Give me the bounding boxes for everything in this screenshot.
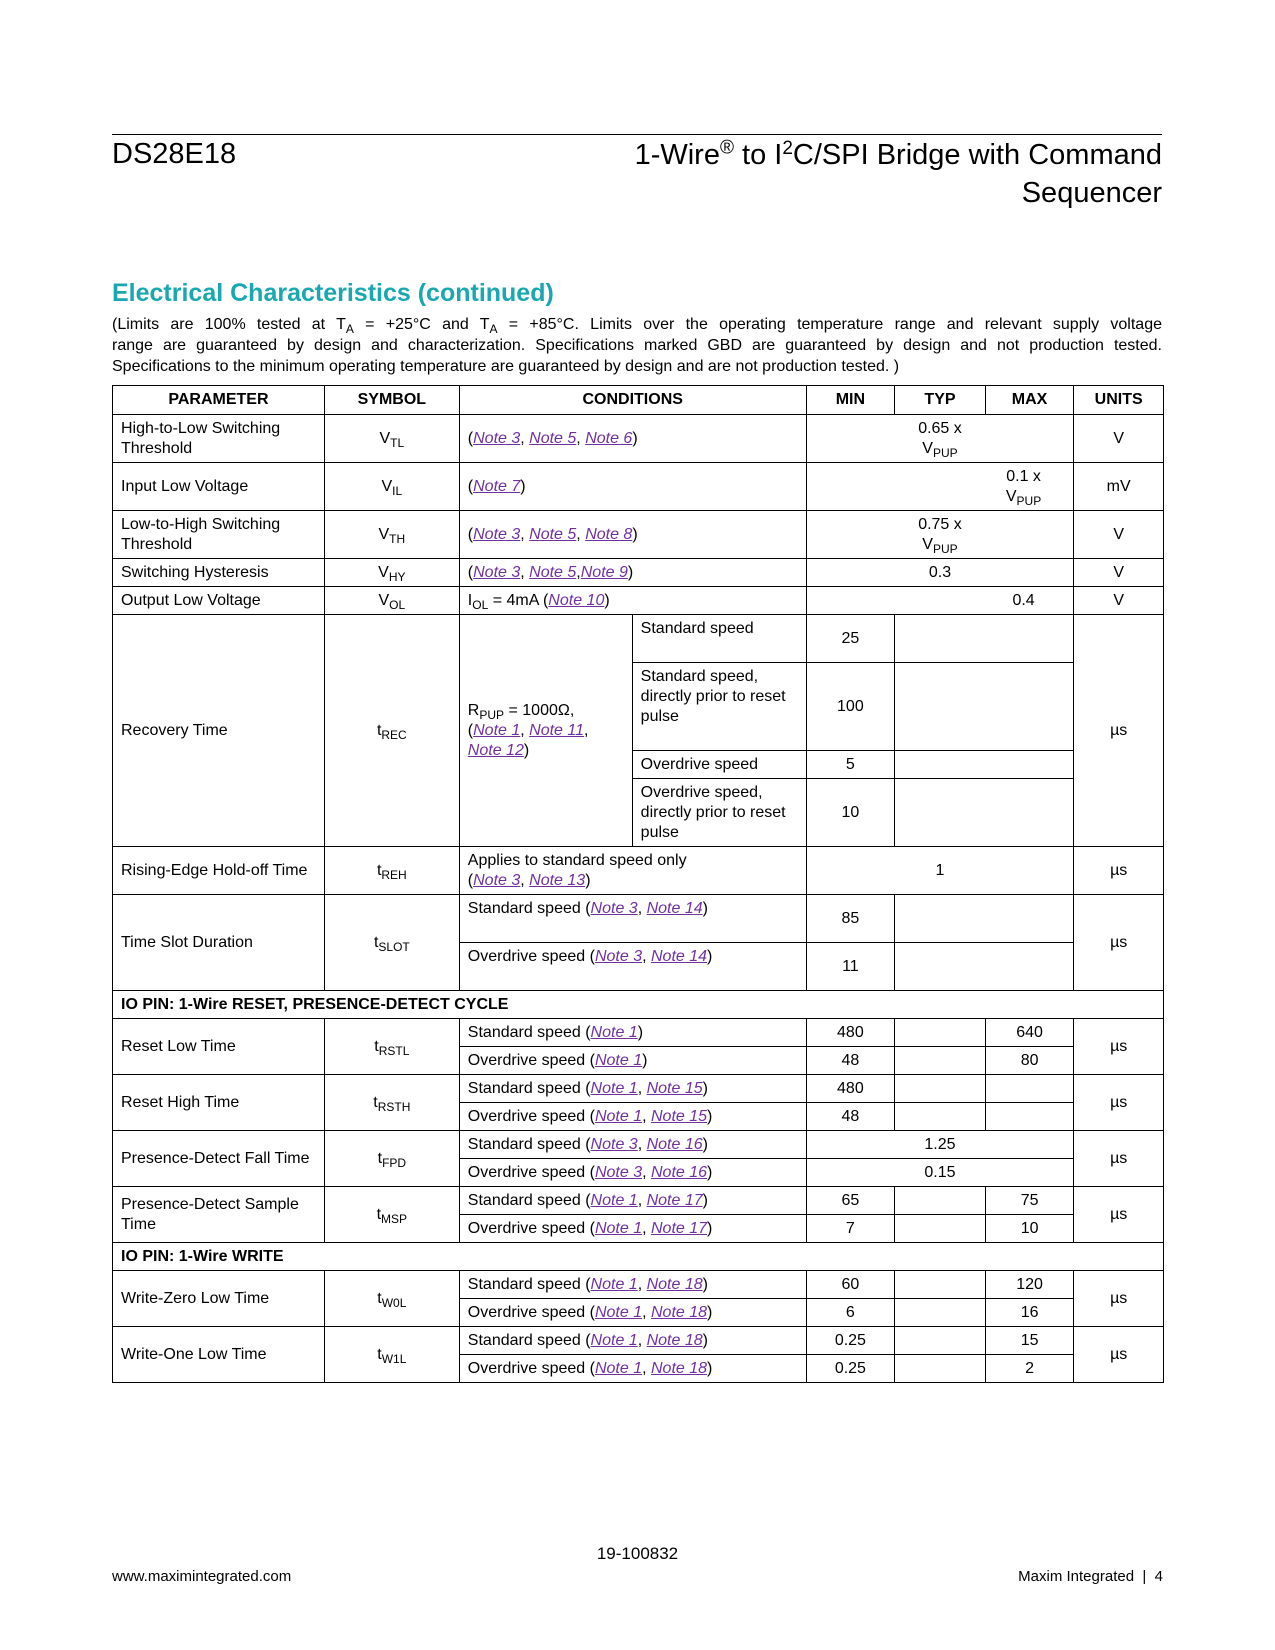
max-cell: 2: [985, 1355, 1074, 1383]
param-cell: Time Slot Duration: [113, 895, 325, 991]
symbol-cell: $V_{IL}$: [324, 463, 459, 511]
typ-cell: [895, 1327, 986, 1355]
typ-cell: [895, 1103, 986, 1131]
typ-cell: 0.15: [806, 1159, 1074, 1187]
note-link[interactable]: Note 11: [529, 721, 585, 739]
note-link[interactable]: Note 16: [646, 1135, 703, 1153]
table-row-vth: [113, 511, 1164, 559]
max-cell: 16: [985, 1299, 1074, 1327]
note-link[interactable]: Note 7: [473, 477, 521, 495]
symbol-cell: $t_{MSP}$: [324, 1187, 459, 1243]
note-link[interactable]: Note 9: [580, 563, 628, 581]
units-cell: µs: [1074, 1187, 1164, 1243]
subcondition-cell: Standard speed: [632, 615, 806, 663]
header-min: MIN: [806, 386, 895, 415]
table-row-tmsp: [113, 1187, 1164, 1215]
empty-cell: [895, 943, 1074, 991]
param-cell: High-to-Low Switching Threshold: [113, 415, 325, 463]
units-cell: µs: [1074, 1131, 1164, 1187]
conditions-cell: Applies to standard speed only (Note 3, Note 13): [459, 847, 806, 895]
empty-cell: [895, 663, 1074, 751]
website-link[interactable]: www.maximintegrated.com: [112, 1568, 292, 1585]
header-units: UNITS: [1074, 386, 1164, 415]
param-cell: Recovery Time: [113, 615, 325, 847]
header-typ: TYP: [895, 386, 986, 415]
note-link[interactable]: Note 1: [590, 1079, 638, 1097]
units-cell: µs: [1074, 1019, 1164, 1075]
units-cell: µs: [1074, 847, 1164, 895]
symbol-cell: $V_{OL}$: [324, 587, 459, 615]
document-title: 1-Wire® to $I^2C$/SPI Bridge with Command Sequencer: [634, 137, 1162, 209]
conditions-cell: Overdrive speed (Note 1, Note 18): [459, 1355, 806, 1383]
param-cell: Input Low Voltage: [113, 463, 325, 511]
max-cell: 640: [985, 1019, 1074, 1047]
table-row-tfpd: [113, 1131, 1164, 1159]
min-cell: 6: [806, 1299, 895, 1327]
max-cell: 10: [985, 1215, 1074, 1243]
empty-cell: [895, 895, 1074, 943]
note-link[interactable]: Note 3: [590, 1135, 638, 1153]
note-link[interactable]: Note 14: [646, 900, 703, 917]
param-cell: Reset High Time: [113, 1075, 325, 1131]
symbol-cell: $t_{W1L}$: [324, 1327, 459, 1383]
table-row-vhy: [113, 559, 1164, 587]
symbol-cell: $V_{HY}$: [324, 559, 459, 587]
note-link[interactable]: Note 1: [473, 721, 521, 739]
min-cell: 25: [806, 615, 895, 663]
param-cell: Output Low Voltage: [113, 587, 325, 615]
conditions-cell: (Note 3, Note 5,Note 9): [459, 559, 806, 587]
subcondition-cell: Overdrive speed: [632, 751, 806, 779]
header-symbol: SYMBOL: [324, 386, 459, 415]
typ-cell: 1.25: [806, 1131, 1074, 1159]
min-cell: 480: [806, 1019, 895, 1047]
min-cell: 11: [806, 943, 895, 991]
symbol-cell: $t_{REC}$: [324, 615, 459, 847]
header-max: MAX: [985, 386, 1074, 415]
units-cell: µs: [1074, 895, 1164, 991]
param-cell: Low-to-High Switching Threshold: [113, 511, 325, 559]
note-link[interactable]: Note 5: [529, 429, 577, 447]
conditions-cell: Overdrive speed (Note 1): [459, 1047, 806, 1075]
param-cell: Presence-Detect Sample Time: [113, 1187, 325, 1243]
units-cell: µs: [1074, 615, 1164, 847]
note-link[interactable]: Note 16: [651, 1163, 708, 1181]
table-row-tw0l: [113, 1271, 1164, 1299]
units-cell: mV: [1074, 463, 1164, 511]
symbol-cell: $t_{FPD}$: [324, 1131, 459, 1187]
document-number: 19-100832: [596, 1544, 679, 1563]
note-link[interactable]: Note 5: [529, 563, 577, 581]
note-link[interactable]: Note 1: [590, 1023, 638, 1041]
conditions-cell: Overdrive speed (Note 1, Note 17): [459, 1215, 806, 1243]
note-link[interactable]: Note 6: [585, 429, 633, 447]
note-link[interactable]: Note 18: [651, 1303, 708, 1321]
note-link[interactable]: Note 1: [590, 1191, 638, 1209]
note-link[interactable]: Note 17: [646, 1191, 703, 1209]
note-link[interactable]: Note 13: [529, 871, 586, 889]
min-cell: 0.25: [806, 1355, 895, 1383]
note-link[interactable]: Note 1: [590, 1275, 638, 1293]
typ-cell: 0.75 x $V_{PUP}$: [806, 511, 1074, 559]
typ-cell: [895, 1047, 986, 1075]
conditions-cell: Standard speed (Note 1): [459, 1019, 806, 1047]
max-cell: 80: [985, 1047, 1074, 1075]
table-row-vol: [113, 587, 1164, 615]
table-row-trec: [113, 615, 1164, 663]
empty-cell: [895, 779, 1074, 847]
subcondition-cell: Overdrive speed, directly prior to reset pulse: [632, 779, 806, 847]
header-rule: [112, 134, 1162, 135]
note-link[interactable]: Note 18: [651, 1359, 708, 1377]
table-row-tslot: [113, 895, 1164, 943]
typ-cell: [895, 1215, 986, 1243]
param-cell: Reset Low Time: [113, 1019, 325, 1075]
typ-cell: [895, 1299, 986, 1327]
note-link[interactable]: Note 5: [529, 525, 577, 543]
note-link[interactable]: Note 1: [594, 1107, 643, 1125]
max-cell: 120: [985, 1271, 1074, 1299]
note-link[interactable]: Note 1: [594, 1359, 643, 1377]
min-cell: 7: [806, 1215, 895, 1243]
table-section-row: [113, 991, 1164, 1019]
conditions-cell: $R_{PUP} = 1000\Omega$, (Note 1, Note 11, Note 12): [459, 615, 632, 847]
conditions-cell: Standard speed (Note 3, Note 16): [459, 1131, 806, 1159]
conditions-cell: (Note 3, Note 5, Note 6): [459, 415, 806, 463]
table-row-trsth: [113, 1075, 1164, 1103]
min-cell: 480: [806, 1075, 895, 1103]
note-link[interactable]: Note 3: [473, 871, 521, 889]
note-link[interactable]: Note 18: [646, 1275, 703, 1293]
note-link[interactable]: Note 3: [473, 525, 521, 543]
note-link[interactable]: Note 18: [646, 1331, 703, 1349]
conditions-cell: Standard speed (Note 1, Note 15): [459, 1075, 806, 1103]
units-cell: V: [1074, 587, 1164, 615]
note-link[interactable]: Note 10: [548, 591, 605, 609]
conditions-cell: Standard speed (Note 1, Note 17): [459, 1187, 806, 1215]
conditions-cell: $I_{OL} = 4mA$ (Note 10): [459, 587, 806, 615]
symbol-cell: $t_{REH}$: [324, 847, 459, 895]
note-link[interactable]: Note 8: [585, 525, 633, 543]
typ-cell: [895, 1355, 986, 1383]
subcondition-cell: Standard speed, directly prior to reset pulse: [632, 663, 806, 751]
min-cell: 10: [806, 779, 895, 847]
max-cell: [985, 1103, 1074, 1131]
units-cell: µs: [1074, 1327, 1164, 1383]
section-heading: IO PIN: 1-Wire RESET, PRESENCE-DETECT CYCLE: [113, 991, 1164, 1019]
note-link[interactable]: Note 1: [594, 1303, 643, 1321]
symbol-cell: $t_{RSTH}$: [324, 1075, 459, 1131]
min-cell: 85: [806, 895, 895, 943]
footer-company-page: Maxim Integrated | 4: [1018, 1568, 1163, 1585]
table-row-vil: [113, 463, 1164, 511]
table-header-row: [113, 386, 1164, 415]
note-link[interactable]: Note 15: [651, 1107, 708, 1125]
table-row-trstl: [113, 1019, 1164, 1047]
max-cell: 15: [985, 1327, 1074, 1355]
units-cell: V: [1074, 415, 1164, 463]
header-conditions: CONDITIONS: [459, 386, 806, 415]
param-cell: Write-One Low Time: [113, 1327, 325, 1383]
note-link[interactable]: Note 12: [467, 741, 524, 759]
min-cell: 5: [806, 751, 895, 779]
min-cell: 100: [806, 663, 895, 751]
units-cell: µs: [1074, 1271, 1164, 1327]
note-link[interactable]: Note 3: [590, 900, 638, 917]
param-cell: Presence-Detect Fall Time: [113, 1131, 325, 1187]
units-cell: V: [1074, 511, 1164, 559]
typ-cell: 0.3: [806, 559, 1074, 587]
symbol-cell: $V_{TH}$: [324, 511, 459, 559]
part-number: DS28E18: [112, 138, 237, 170]
conditions-cell: Overdrive speed (Note 3, Note 14): [459, 943, 806, 991]
note-link[interactable]: Note 17: [651, 1219, 708, 1237]
conditions-cell: Standard speed (Note 3, Note 14): [459, 895, 806, 943]
note-link[interactable]: Note 14: [651, 948, 708, 965]
conditions-cell: Standard speed (Note 1, Note 18): [459, 1271, 806, 1299]
typ-cell: [895, 1019, 986, 1047]
typ-cell: 1: [806, 847, 1074, 895]
intro-paragraph: (Limits are 100% tested at $T_A = +25^\circ C$ and $T_A = +85^\circ C$. Limits over the operating temperature range and relevant supply voltage range are guaranteed by design and characterization. Specifications marked GBD are guaranteed by design and not production tested. Specifications to the minimum operating temperature are guaranteed by design and are not production tested. ): [112, 316, 1162, 375]
typ-cell: [895, 1187, 986, 1215]
param-cell: Rising-Edge Hold-off Time: [113, 847, 325, 895]
note-link[interactable]: Note 1: [594, 1051, 643, 1069]
note-link[interactable]: Note 3: [473, 563, 521, 581]
section-title: Electrical Characteristics (continued): [112, 279, 554, 307]
typ-cell: 0.65 x $V_{PUP}$: [806, 415, 1074, 463]
conditions-cell: (Note 7): [459, 463, 806, 511]
conditions-cell: (Note 3, Note 5, Note 8): [459, 511, 806, 559]
min-cell: 48: [806, 1047, 895, 1075]
electrical-characteristics-table: [112, 385, 1164, 1383]
note-link[interactable]: Note 3: [473, 429, 521, 447]
table-row-tw1l: [113, 1327, 1164, 1355]
max-cell: 0.4: [806, 587, 1074, 615]
section-heading: IO PIN: 1-Wire WRITE: [113, 1243, 1164, 1271]
page-number: 4: [1154, 1568, 1163, 1585]
param-cell: Switching Hysteresis: [113, 559, 325, 587]
min-cell: 65: [806, 1187, 895, 1215]
symbol-cell: $t_{W0L}$: [324, 1271, 459, 1327]
symbol-cell: $t_{SLOT}$: [324, 895, 459, 991]
note-link[interactable]: Note 3: [594, 1163, 643, 1181]
table-section-row: [113, 1243, 1164, 1271]
max-cell: 0.1 x $V_{PUP}$: [806, 463, 1074, 511]
param-cell: Write-Zero Low Time: [113, 1271, 325, 1327]
note-link[interactable]: Note 1: [590, 1331, 638, 1349]
typ-cell: [895, 1075, 986, 1103]
conditions-cell: Overdrive speed (Note 3, Note 16): [459, 1159, 806, 1187]
units-cell: µs: [1074, 1075, 1164, 1131]
table-row-treh: [113, 847, 1164, 895]
empty-cell: [895, 615, 1074, 663]
note-link[interactable]: Note 3: [594, 948, 643, 965]
min-cell: 48: [806, 1103, 895, 1131]
typ-cell: [895, 1271, 986, 1299]
conditions-cell: Overdrive speed (Note 1, Note 15): [459, 1103, 806, 1131]
max-cell: [985, 1075, 1074, 1103]
conditions-cell: Standard speed (Note 1, Note 18): [459, 1327, 806, 1355]
min-cell: 60: [806, 1271, 895, 1299]
symbol-cell: $V_{TL}$: [324, 415, 459, 463]
min-cell: 0.25: [806, 1327, 895, 1355]
symbol-cell: $t_{RSTL}$: [324, 1019, 459, 1075]
conditions-cell: Overdrive speed (Note 1, Note 18): [459, 1299, 806, 1327]
max-cell: 75: [985, 1187, 1074, 1215]
note-link[interactable]: Note 1: [594, 1219, 643, 1237]
empty-cell: [895, 751, 1074, 779]
table-row-vtl: [113, 415, 1164, 463]
units-cell: V: [1074, 559, 1164, 587]
note-link[interactable]: Note 15: [646, 1079, 703, 1097]
header-parameter: PARAMETER: [113, 386, 325, 415]
